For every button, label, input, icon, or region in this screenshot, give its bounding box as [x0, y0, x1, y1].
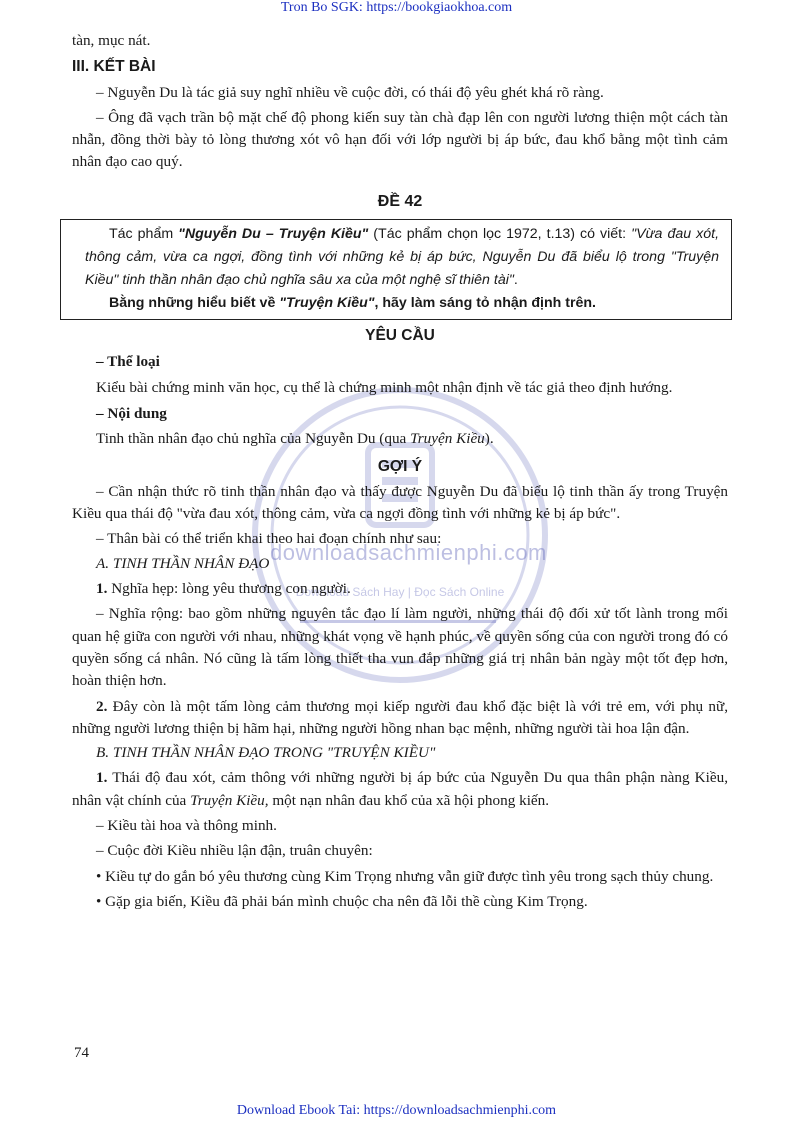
header-link[interactable]: Tron Bo SGK: https://bookgiaokhoa.com [280, 0, 513, 15]
ket-bai-p1: – Nguyễn Du là tác giả suy nghĩ nhiều về cuộc đời, có thái độ yêu ghét khá rõ ràng. [96, 83, 604, 101]
goi-y-p1: – Cần nhận thức rõ tinh thần nhân đạo và thấy được Nguyễn Du đã biểu lộ tinh thần ấy trong Truyện Kiều qua thái độ "vừa đau xót, thông cảm, vừa ca ngợi đồng tình với những kẻ bị áp bức". [72, 482, 728, 523]
question-task: Bằng những hiểu biết về "Truyện Kiều", hãy làm sáng tỏ nhận định trên. [109, 295, 596, 312]
section-b-item-1: 1. Thái độ đau xót, cảm thông với những người bị áp bức của Nguyễn Du qua thân phận nàng Kiều, nhân vật chính của Truyện Kiều, một nạn nhân đau khổ của xã hội phong kiến. [72, 769, 728, 809]
noi-dung-label: – Nội dung [96, 404, 167, 422]
watermark-site: downloadsachmienphi.com [270, 540, 547, 565]
de-title: ĐỀ 42 [377, 192, 423, 210]
section-b-dash-2: – Cuộc đời Kiều nhiều lận đận, truân chuyên: [96, 842, 373, 860]
section-b-bullet-2: • Gặp gia biến, Kiều đã phải bán mình chuộc cha nên đã lỗi thề cùng Kim Trọng. [96, 892, 588, 910]
section-b-title: B. TINH THẦN NHÂN ĐẠO TRONG "TRUYỆN KIỀU" [96, 744, 436, 762]
question-box [60, 219, 732, 320]
section-b-bullet-1: • Kiều tự do gắn bó yêu thương cùng Kim Trọng nhưng vẫn giữ được tình yêu trong sạch thủy chung. [96, 867, 714, 885]
ket-bai-heading: III. KẾT BÀI [72, 58, 156, 76]
noi-dung-text: Tinh thần nhân đạo chủ nghĩa của Nguyễn Du (qua Truyện Kiều). [96, 430, 494, 448]
yeu-cau-heading: YÊU CẦU [365, 327, 435, 345]
section-a-item-2: 2. Đây còn là một tấm lòng cảm thương mọi kiếp người đau khổ đặc biệt là với trẻ em, với phụ nữ, những người lương thiện bị hãm hại, những người hồng nhan bạc mệnh, những người tài hoa lận đận. [72, 697, 728, 737]
footer-link[interactable]: Download Ebook Tai: https://downloadsachmienphi.com [236, 1103, 557, 1118]
goi-y-p2: – Thân bài có thể triển khai theo hai đoạn chính như sau: [96, 530, 442, 548]
ket-bai-p2: – Ông đã vạch trần bộ mặt chế độ phong kiến suy tàn chà đạp lên con người lương thiện một cách tàn nhẫn, đồng thời bày tỏ lòng thương xót vô hạn đối với lớp người bị áp bức, đau khổ bằng một tình cảm nhân đạo cao quý. [72, 108, 728, 171]
section-a-item-1: 1. Nghĩa hẹp: lòng yêu thương con người. [96, 580, 351, 598]
section-b-dash-1: – Kiều tài hoa và thông minh. [96, 817, 277, 835]
section-a-wide: – Nghĩa rộng: bao gồm những nguyên tắc đạo lí làm người, những thái độ đối xử tốt lành trong mối quan hệ giữa con người với nhau, những khát vọng về hạnh phúc, về quyền sống của con người trong đó có quyền sống cá nhân. Nó cũng là tấm lòng thiết tha vun đắp những giá trị nhân bản ngày một tốt đẹp hơn, hoàn thiện hơn. [72, 605, 728, 690]
goi-y-heading: GỢI Ý [377, 457, 423, 475]
the-loai-text: Kiểu bài chứng minh văn học, cụ thể là chứng minh một nhận định về tác giả theo định hướng. [96, 378, 673, 396]
page-content [72, 30, 728, 913]
top-text: tàn, mục nát. [72, 32, 151, 49]
the-loai-label: – Thể loại [96, 353, 160, 371]
section-a-title: A. TINH THẦN NHÂN ĐẠO [96, 554, 270, 572]
page-number: 74 [74, 1045, 89, 1061]
question-text: Tác phẩm "Nguyễn Du – Truyện Kiều" (Tác phẩm chọn lọc 1972, t.13) có viết: "Vừa đau xót, thông cảm, vừa ca ngợi, đồng tình với những kẻ bị áp bức, Nguyễn Du đã biểu lộ trong "Truyện Kiều" tinh thần nhân đạo chủ nghĩa sâu xa của một nghệ sĩ thiên tài". [85, 226, 720, 289]
watermark-tagline: Download Sách Hay | Đọc Sách Online [295, 585, 505, 599]
